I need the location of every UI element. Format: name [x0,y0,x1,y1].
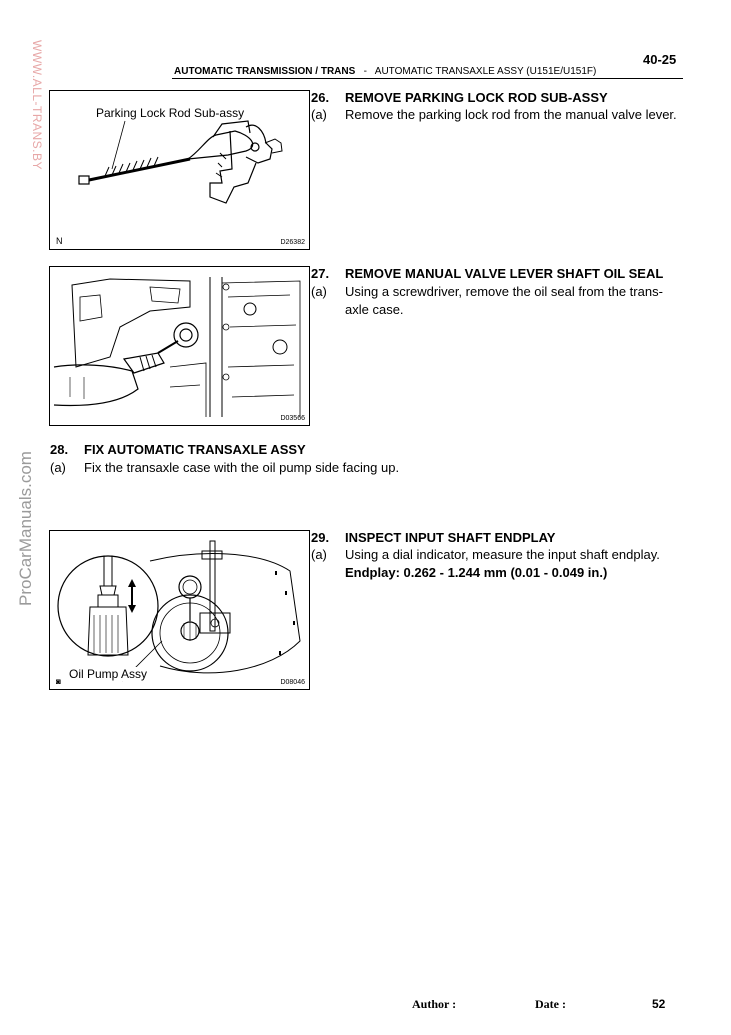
step-27-item-label: (a) [311,284,327,299]
figure-oil-seal-removal [49,266,310,426]
footer-author-label: Author : [412,997,457,1011]
step-27-item-a [311,283,691,323]
step-28-number: 28. [50,442,69,457]
step-28-item-a [50,459,470,479]
input-shaft-endplay-drawing [50,531,309,689]
header-subsection: AUTOMATIC TRANSAXLE ASSY (U151E/U151F) [374,66,597,77]
step-28-heading [50,442,306,457]
header-separator: - [363,66,367,77]
step-26-item-text: Remove the parking lock rod from the manual valve lever. [345,107,677,122]
step-29-item-a [311,546,691,586]
step-29-item-text: Using a dial indicator, measure the input shaft endplay. [345,547,660,562]
oil-seal-removal-drawing [50,267,309,425]
watermark-left [14,430,44,610]
step-29-spec: Endplay: 0.262 - 1.244 mm (0.01 - 0.049 in.) [345,565,608,580]
running-header [174,66,596,77]
step-26-item-label: (a) [311,107,327,122]
figure-label-oil-pump-assy: Oil Pump Assy [69,667,148,681]
step-28-title: FIX AUTOMATIC TRANSAXLE ASSY [84,442,306,457]
footer-page-number: 52 [652,997,666,1011]
figure-code-d03566: D03566 [280,415,305,422]
figure-corner-icon: ◙ [56,677,61,686]
figure-code-d08046: D08046 [280,679,305,686]
step-26-item-a [311,106,691,126]
page-number: 40-25 [643,52,677,67]
step-26-heading [311,90,608,105]
step-27-item-text-line2: axle case. [345,302,404,317]
figure-code-d26382: D26382 [280,239,305,246]
watermark-top-text: WWW.ALL-TRANS.BY [30,40,44,171]
step-27-heading [311,266,663,281]
step-27-title: REMOVE MANUAL VALVE LEVER SHAFT OIL SEAL [345,266,664,281]
header-rule [172,78,683,79]
figure-label-parking-lock-rod: Parking Lock Rod Sub-assy [96,106,245,120]
step-29-item-label: (a) [311,547,327,562]
header-section: AUTOMATIC TRANSMISSION / TRANS [174,66,356,77]
watermark-top [28,40,48,215]
step-28-item-label: (a) [50,460,66,475]
step-26-number: 26. [311,90,330,105]
step-29-heading [311,530,555,545]
step-29-title: INSPECT INPUT SHAFT ENDPLAY [345,530,556,545]
step-27-item-text-line1: Using a screwdriver, remove the oil seal from the trans- [345,284,663,299]
watermark-left-text: ProCarManuals.com [16,451,35,606]
step-28-item-text: Fix the transaxle case with the oil pump side facing up. [84,460,400,475]
step-29-number: 29. [311,530,330,545]
step-27-number: 27. [311,266,330,281]
figure-parking-lock-rod [49,90,310,250]
step-26-title: REMOVE PARKING LOCK ROD SUB-ASSY [345,90,608,105]
figure-input-shaft-endplay [49,530,310,690]
figure-corner-mark: N [56,236,63,246]
footer-date-label: Date : [535,997,566,1011]
